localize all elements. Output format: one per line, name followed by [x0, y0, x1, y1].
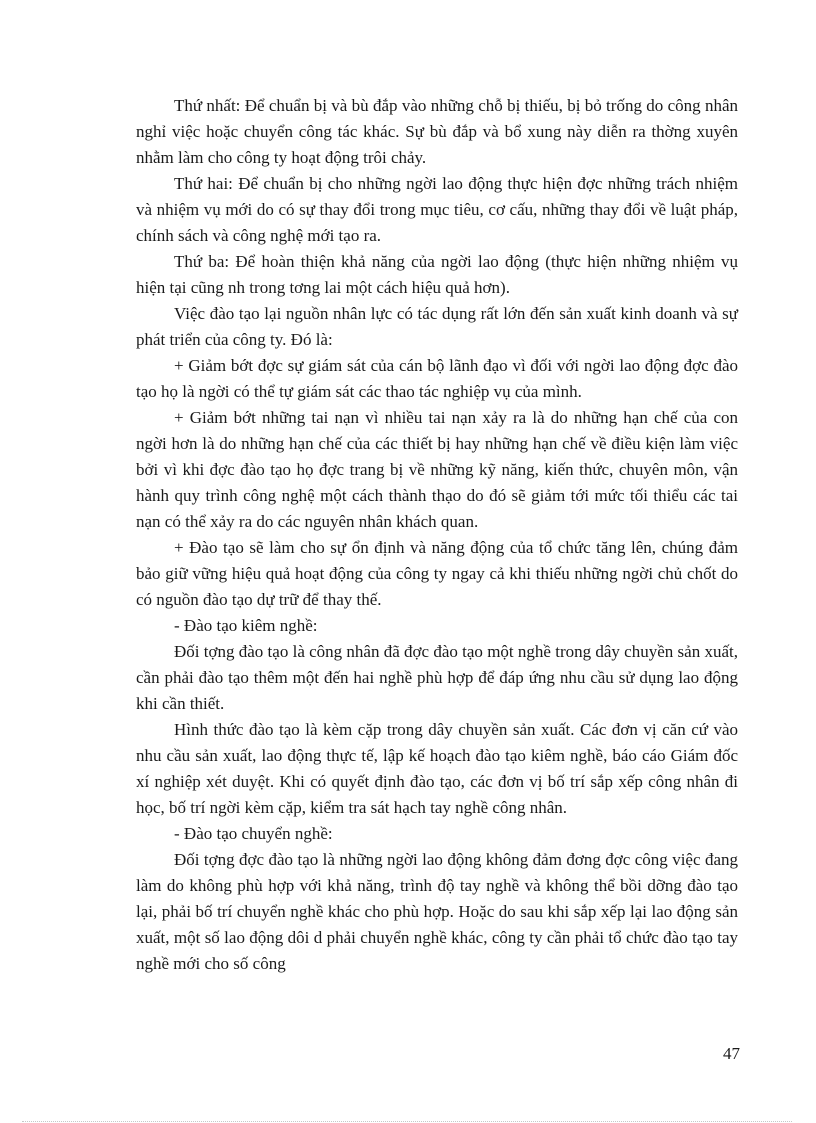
paragraph-doi-tuong-kiem-nghe: Đối tợng đào tạo là công nhân đã đợc đào tạo một nghề trong dây chuyền sản xuất, cần phải đào tạo thêm một đến hai nghề phù hợp để đáp ứng nhu cầu sử dụng lao động khi cần thiết.: [136, 642, 738, 713]
paragraph-dao-tao-lai-intro: Việc đào tạo lại nguồn nhân lực có tác dụng rất lớn đến sản xuất kinh doanh và sự phát triển của công ty. Đó là:: [136, 304, 738, 349]
paragraph-thu-ba: Thứ ba: Để hoàn thiện khả năng của ngời lao động (thực hiện những nhiệm vụ hiện tại cũng nh trong tơng lai một cách hiệu quả hơn).: [136, 252, 738, 297]
heading-dao-tao-kiem-nghe: - Đào tạo kiêm nghề:: [174, 616, 318, 635]
page-bottom-rule: [22, 1121, 792, 1122]
paragraph-giam-bot-giam-sat: + Giảm bớt đợc sự giám sát của cán bộ lãnh đạo vì đối với ngời lao động đợc đào tạo họ là ngời có thể tự giám sát các thao tác nghiệp vụ của mình.: [136, 356, 738, 401]
paragraph-giam-bot-tai-nan: + Giảm bớt những tai nạn vì nhiều tai nạn xảy ra là do những hạn chế của con ngời hơn là do những hạn chế của các thiết bị hay những hạn chế về điều kiện làm việc bởi vì khi đợc đào tạo họ đợc trang bị về những kỹ năng, kiến thức, chuyên môn, vận hành quy trình công nghệ một cách thành thạo do đó sẽ giảm tới mức tối thiểu các tai nạn có thể xảy ra do các nguyên nhân khách quan.: [136, 408, 738, 531]
paragraph-thu-hai: Thứ hai: Để chuẩn bị cho những ngời lao động thực hiện đợc những trách nhiệm và nhiệm vụ mới do có sự thay đổi trong mục tiêu, cơ cấu, những thay đổi về luật pháp, chính sách và công nghệ mới tạo ra.: [136, 174, 738, 245]
paragraph-on-dinh-to-chuc: + Đào tạo sẽ làm cho sự ổn định và năng động của tổ chức tăng lên, chúng đảm bảo giữ vững hiệu quả hoạt động của công ty ngay cả khi thiếu những ngời chủ chốt do có nguồn đào tạo dự trữ để thay thế.: [136, 538, 738, 609]
page-body: [136, 93, 738, 977]
paragraph-thu-nhat: Thứ nhất: Để chuẩn bị và bù đắp vào những chỗ bị thiếu, bị bỏ trống do công nhân nghỉ việc hoặc chuyển công tác khác. Sự bù đắp và bổ xung này diễn ra thờng xuyên nhằm làm cho công ty hoạt động trôi chảy.: [136, 96, 738, 167]
page-number: 47: [723, 1044, 740, 1063]
heading-dao-tao-chuyen-nghe: - Đào tạo chuyển nghề:: [174, 824, 333, 843]
paragraph-doi-tuong-chuyen-nghe: Đối tợng đợc đào tạo là những ngời lao động không đảm đơng đợc công việc đang làm do không phù hợp với khả năng, trình độ tay nghề và không thể bồi dỡng đào tạo lại, phải bố trí chuyển nghề khác cho phù hợp. Hoặc do sau khi sắp xếp lại lao động sản xuất, một số lao động dôi d phải chuyển nghề khác, công ty cần phải tổ chức đào tạo tay nghề mới cho số công: [136, 850, 738, 973]
paragraph-hinh-thuc-dao-tao: Hình thức đào tạo là kèm cặp trong dây chuyền sản xuất. Các đơn vị căn cứ vào nhu cầu sản xuất, lao động thực tế, lập kế hoạch đào tạo kiêm nghề, báo cáo Giám đốc xí nghiệp xét duyệt. Khi có quyết định đào tạo, các đơn vị bố trí sắp xếp công nhân đi học, bố trí ngời kèm cặp, kiểm tra sát hạch tay nghề công nhân.: [136, 720, 738, 817]
